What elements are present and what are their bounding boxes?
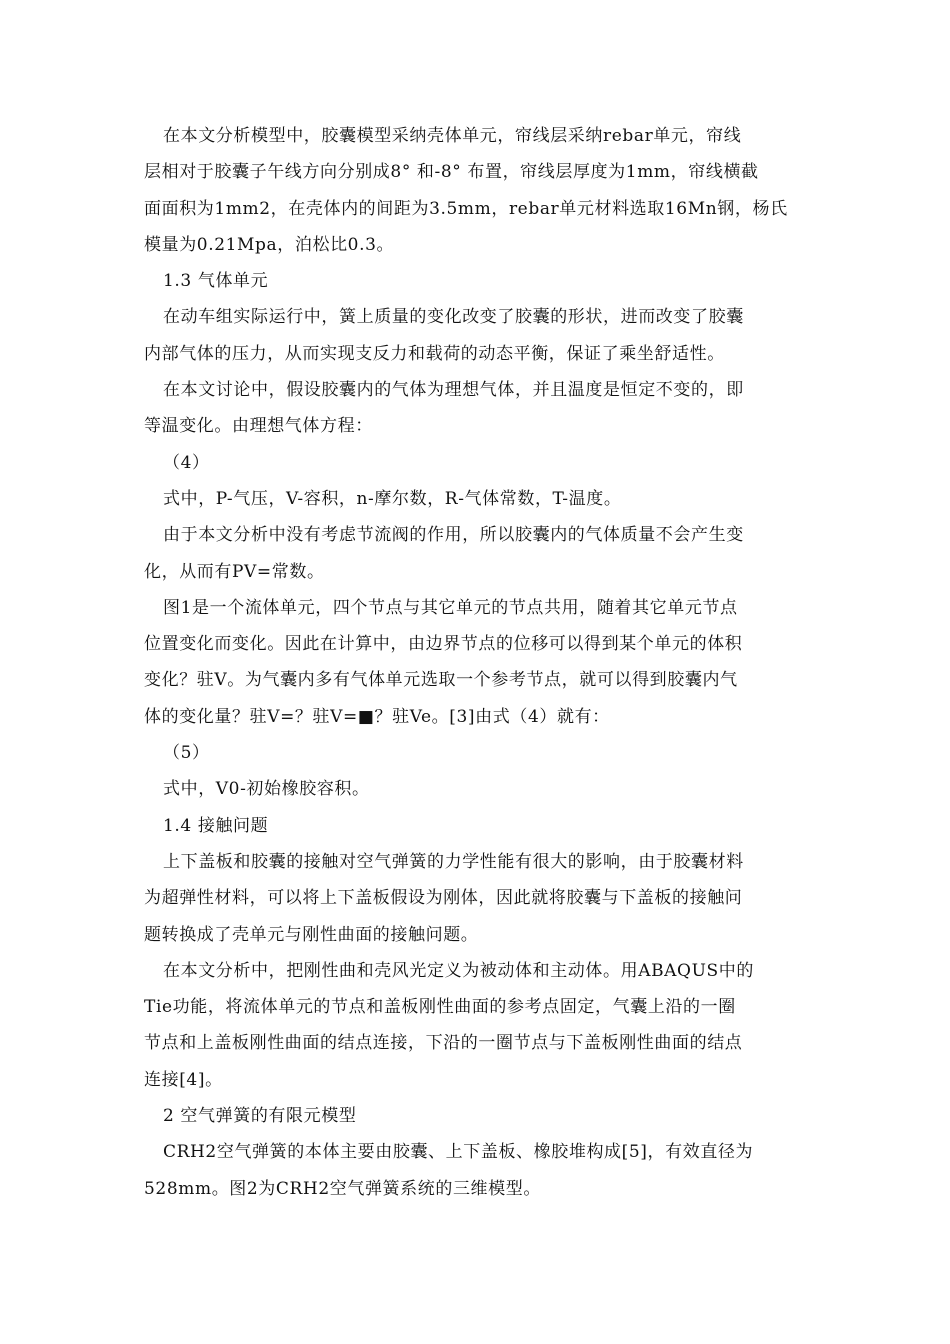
- paragraph-line: 层相对于胶囊子午线方向分别成8° 和-8° 布置，帘线层厚度为1mm，帘线横截: [144, 162, 759, 183]
- paragraph-line: 化，从而有PV=常数。: [144, 561, 325, 582]
- paragraph-line: 节点和上盖板刚性曲面的结点连接，下沿的一圈节点与下盖板刚性曲面的结点: [144, 1033, 743, 1054]
- section-heading: 1.4 接触问题: [163, 815, 269, 836]
- paragraph-line: 式中，V0-初始橡胶容积。: [163, 779, 370, 800]
- paragraph-line: 在本文分析模型中，胶囊模型采纳壳体单元，帘线层采纳rebar单元，帘线: [163, 126, 742, 146]
- equation-number: （5）: [163, 743, 210, 764]
- paragraph-line: 面面积为1mm2，在壳体内的间距为3.5mm，rebar单元材料选取16Mn钢，杨氏: [144, 198, 788, 219]
- paragraph-line: 内部气体的压力，从而实现支反力和载荷的动态平衡，保证了乘坐舒适性。: [144, 343, 725, 364]
- paragraph-line: 在本文讨论中，假设胶囊内的气体为理想气体，并且温度是恒定不变的，即: [163, 380, 744, 401]
- paragraph-line: CRH2空气弹簧的本体主要由胶囊、上下盖板、橡胶堆构成[5]，有效直径为: [163, 1142, 754, 1163]
- paragraph-line: 位置变化而变化。因此在计算中，由边界节点的位移可以得到某个单元的体积: [144, 634, 743, 655]
- paragraph-line: 题转换成了壳单元与刚性曲面的接触问题。: [144, 924, 479, 945]
- paragraph-line: 由于本文分析中没有考虑节流阀的作用，所以胶囊内的气体质量不会产生变: [163, 525, 744, 546]
- paragraph-line: 等温变化。由理想气体方程：: [144, 416, 373, 437]
- paragraph-line: 体的变化量？驻V=？驻V=■？驻Ve。[3]由式（4）就有：: [144, 706, 610, 727]
- paragraph-line: 在动车组实际运行中，簧上质量的变化改变了胶囊的形状，进而改变了胶囊: [163, 307, 744, 328]
- paragraph-line: 式中，P-气压，V-容积，n-摩尔数，R-气体常数，T-温度。: [163, 488, 622, 509]
- section-heading: 2 空气弹簧的有限元模型: [163, 1106, 357, 1127]
- paragraph-line: Tie功能，将流体单元的节点和盖板刚性曲面的参考点固定，气囊上沿的一圈: [144, 997, 736, 1018]
- paragraph-line: 连接[4]。: [144, 1069, 223, 1090]
- paragraph-line: 变化？驻V。为气囊内多有气体单元选取一个参考节点，就可以得到胶囊内气: [144, 670, 738, 691]
- equation-number: （4）: [163, 452, 210, 473]
- paragraph-line: 模量为0.21Mpa，泊松比0.3。: [144, 234, 395, 255]
- paragraph-line: 上下盖板和胶囊的接触对空气弹簧的力学性能有很大的影响，由于胶囊材料: [163, 851, 744, 872]
- paragraph-line: 图1是一个流体单元，四个节点与其它单元的节点共用，随着其它单元节点: [163, 597, 738, 618]
- document-page: [144, 118, 806, 1207]
- paragraph-line: 为超弹性材料，可以将上下盖板假设为刚体，因此就将胶囊与下盖板的接触问: [144, 888, 743, 909]
- section-heading: 1.3 气体单元: [163, 271, 269, 292]
- paragraph-line: 在本文分析中，把刚性曲和壳风光定义为被动体和主动体。用ABAQUS中的: [163, 960, 754, 981]
- paragraph-line: 528mm。图2为CRH2空气弹簧系统的三维模型。: [144, 1178, 541, 1199]
